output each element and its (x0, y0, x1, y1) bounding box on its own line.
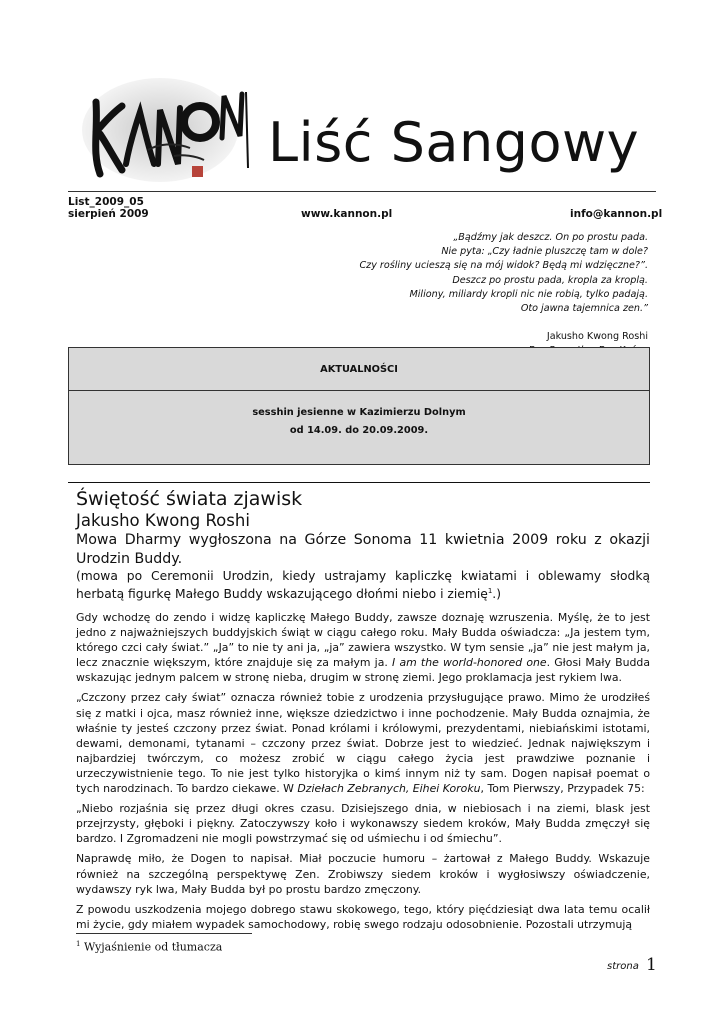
quote-line: Czy rośliny ucieszą się na mój widok? Będą mi wdzięczne?”. (359, 260, 648, 272)
news-box (68, 347, 650, 465)
page-number: 1 (646, 955, 657, 975)
footnote-ref[interactable]: 1 (487, 587, 493, 595)
paragraph: Z powodu uszkodzenia mojego dobrego stawu skokowego, tego, który pięćdziesiąt dwa lata temu ocalił mi życie, gdy miałem wypadek samochodowy, robię swego rodzaju odosobnienie. Pozostali utrzymują (76, 902, 650, 931)
article-author: Jakusho Kwong Roshi (76, 511, 250, 530)
article-divider (68, 482, 650, 483)
paragraph: Naprawdę miło, że Dogen to napisał. Miał poczucie humoru – żartował z Małego Buddy. Wskazuje również na szczególną perspektywę Zen. Zrobiwszy siedem kroków i wygłosiwszy oświadczenie, wydawszy ryk lwa, Mały Budda był po prostu bardzo zmęczony. (76, 852, 650, 896)
epigraph-quote (320, 231, 648, 359)
article-body (76, 610, 650, 937)
paragraph: „Czczony przez cały świat” oznacza również tobie z urodzenia przysługujące prawo. Mimo że urodziłeś się z matki i ojca, masz również inne, większe dziedzictwo i inne pochodzenie. Mały Budda oznajmia, że właśnie ty jesteś czczony przez świat. Ponad królami i królowymi, prezydentami, niebiańskimi istotami, dewami, demonami, tytanami – czczony przez świat. Dobrze jest to wiedzieć. Jednak największym i najbardziej twórczym, co możesz zrobić w ciągu całego życia jest prawdziwe poznanie i urzeczywistnienie tego. To nie jest tylko historyjka o kimś innym niż ty sam. Dogen napisał poemat o tych narodzinach. To bardzo ciekawe. W Dziełach Zebranych, Eihei Koroku, Tom Pierwszy, Przypadek 75: (76, 691, 650, 796)
issue-id: List_2009_05 (68, 196, 144, 208)
quote-line: Miliony, miliardy kropli nic nie robią, tylko padają. (409, 288, 648, 300)
article-title: Świętość świata zjawisk (76, 488, 303, 510)
news-event: sesshin jesienne w Kazimierzu Dolnym (252, 407, 466, 418)
quote-line: Oto jawna tajemnica zen.” (520, 303, 648, 315)
page-label: strona (607, 961, 639, 972)
quote-line: Deszcz po prostu pada, kropla za kroplą. (452, 274, 648, 286)
quote-line: „Bądźmy jak deszcz. On po prostu pada. (453, 232, 648, 243)
article-subtitle: Mowa Dharmy wygłoszona na Górze Sonoma 11 kwietnia 2009 roku z okazji Urodzin Buddy. (76, 532, 650, 567)
issue-date: sierpień 2009 (68, 208, 149, 220)
news-dates: od 14.09. do 20.09.2009. (289, 425, 429, 436)
website-link[interactable]: www.kannon.pl (301, 208, 393, 220)
quote-author: Jakusho Kwong Roshi (546, 331, 648, 343)
quote-line: Nie pyta: „Czy ładnie pluszczę tam w dole? (441, 246, 648, 258)
footnote-divider (76, 933, 252, 934)
article-note: (mowa po Ceremonii Urodzin, kiedy ustrajamy kapliczkę kwiatami i oblewamy słodką herbatą figurkę Małego Buddy wskazującego dłońmi niebo i ziemię$^1$.) (76, 569, 650, 602)
footnote: $^1$ Wyjaśnienie od tłumacza (76, 940, 223, 954)
news-heading: AKTUALNOŚCI (69, 348, 649, 391)
news-content (69, 404, 649, 440)
paragraph: Gdy wchodzę do zendo i widzę kapliczkę Małego Buddy, zawsze doznaję wzruszenia. Myślę, że to jest jedno z najważniejszych buddyjskich świąt w ciągu całego roku. Mały Budda oświadcza: „Ja jestem tym, którego czci cały świat.” „Ja” to nie ty ani ja, „ja” zawiera wszystko. W tym sensie „ja” nie jest małym ja, lecz znacznie większym, które znajduje się za małym ja. I am the world-honored one. Głosi Mały Budda wskazując jednym palcem w stronę nieba, drugim w stronę ziemi. Jego proklamacja jest rykiem lwa. (76, 611, 651, 685)
newsletter-title: Liść Sangowy (268, 111, 640, 174)
kannon-logo (78, 72, 253, 190)
email-link[interactable]: info@kannon.pl (570, 208, 663, 220)
paragraph: „Niebo rozjaśnia się przez długi okres czasu. Dzisiejszego dnia, w niebiosach i na ziemi, blask jest przejrzysty, głęboki i piękny. Zatoczywszy koło i wykonawszy siedem kroków, Mały Budda zmęczył się bardzo. I Zgromadzeni nie mogli powstrzymać się od uśmiechu i od śmiechu”. (76, 802, 650, 846)
header-divider (68, 191, 656, 192)
